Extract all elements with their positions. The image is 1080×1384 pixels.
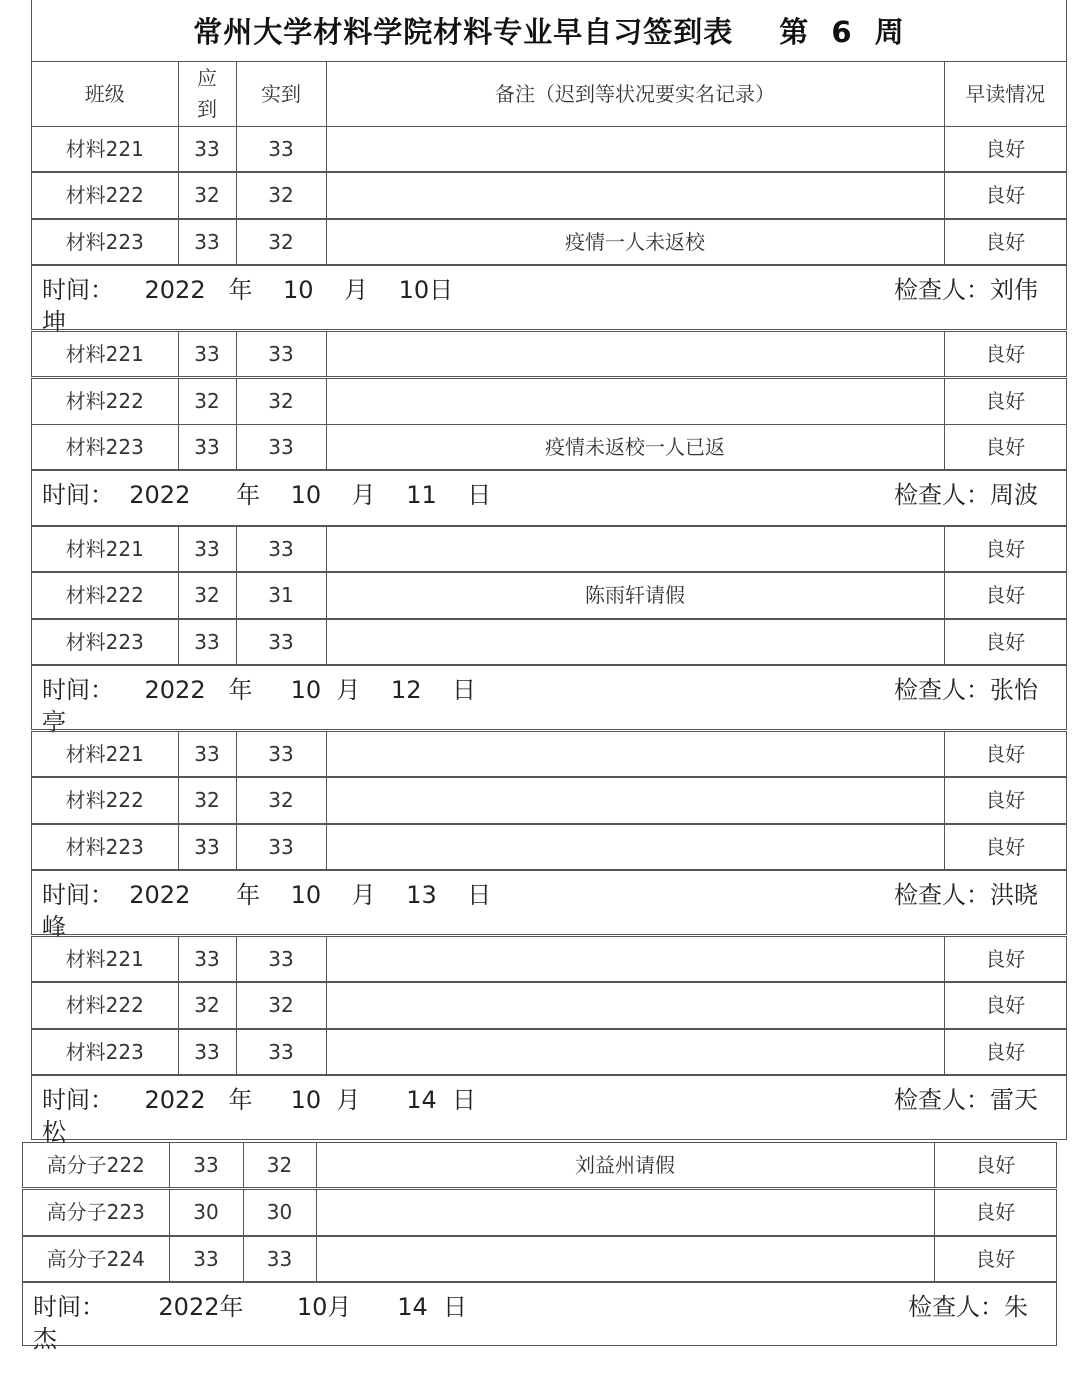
cell-reading: 良好: [985, 834, 1026, 859]
date-text: 时间： 2022 年 10 月 11 日: [42, 481, 492, 509]
cell-actual: 32: [237, 379, 327, 424]
date-text: 时间： 2022 年 10 月 12 日: [42, 676, 476, 704]
cell-class: 材料223: [32, 620, 179, 664]
cell-actual: 32: [237, 220, 327, 264]
table-row: [31, 731, 1067, 777]
cell-reading: 良好: [975, 1246, 1016, 1271]
date-checker-row: [31, 1075, 1067, 1146]
cell-actual: 33: [237, 127, 327, 171]
cell-note: [327, 379, 945, 424]
header-class: 班级: [32, 62, 179, 126]
cell-class: 材料221: [32, 527, 179, 571]
cell-class: 材料223: [32, 425, 179, 469]
cell-class: 高分子224: [23, 1237, 170, 1281]
cell-actual: 32: [244, 1143, 317, 1187]
cell-expected: 33: [179, 425, 237, 469]
cell-actual: 33: [237, 1030, 327, 1074]
cell-class: 材料222: [32, 778, 179, 823]
cell-note: [327, 332, 945, 376]
cell-expected: 32: [179, 379, 237, 424]
date-checker-row: [31, 470, 1067, 526]
header-actual: 实到: [237, 62, 327, 126]
cell-class: 材料221: [32, 332, 179, 376]
cell-reading: 良好: [985, 629, 1026, 654]
date-checker-row: [22, 1282, 1057, 1353]
table-header: [31, 61, 1067, 127]
cell-actual: 32: [237, 778, 327, 823]
table-row: [31, 1029, 1067, 1075]
cell-class: 材料221: [32, 732, 179, 776]
table-row: [31, 619, 1067, 665]
cell-note: 陈雨轩请假: [327, 573, 945, 618]
table-row: [22, 1236, 1057, 1282]
cell-note: [327, 937, 945, 981]
cell-note: [317, 1190, 935, 1235]
cell-expected: 33: [179, 825, 237, 869]
cell-expected: 33: [179, 220, 237, 264]
cell-note: 疫情一人未返校: [327, 220, 945, 264]
header-note: 备注（迟到等状况要实名记录）: [327, 62, 945, 126]
sheet-title: [31, 0, 1067, 61]
cell-reading: 良好: [985, 229, 1026, 254]
cell-actual: 33: [237, 332, 327, 376]
cell-reading: 良好: [985, 536, 1026, 561]
date-text: 时间： 2022年 10月 14 日: [33, 1293, 467, 1321]
table-row: [31, 126, 1067, 172]
cell-expected: 33: [179, 620, 237, 664]
cell-class: 材料222: [32, 983, 179, 1028]
cell-reading: 良好: [985, 434, 1026, 459]
cell-expected: 33: [179, 1030, 237, 1074]
table-row: [31, 172, 1067, 219]
cell-reading: 良好: [985, 136, 1026, 161]
checker-text-wrap: 亭: [42, 708, 66, 736]
table-row: [31, 936, 1067, 982]
cell-note: [317, 1237, 935, 1281]
table-row: [31, 424, 1067, 470]
checker-text: 检查人：刘伟: [894, 276, 1038, 304]
cell-note: [327, 1030, 945, 1074]
table-row: [31, 982, 1067, 1029]
header-reading: 早读情况: [965, 81, 1046, 106]
cell-actual: 30: [244, 1190, 317, 1235]
checker-text-wrap: 坤: [42, 308, 66, 336]
cell-reading: 良好: [985, 389, 1026, 413]
header-expected: [179, 62, 237, 126]
checker-text-wrap: 杰: [33, 1325, 57, 1353]
cell-expected: 33: [179, 732, 237, 776]
cell-actual: 33: [237, 937, 327, 981]
cell-expected: 32: [179, 573, 237, 618]
cell-class: 材料222: [32, 573, 179, 618]
cell-expected: 33: [179, 527, 237, 571]
checker-text: 检查人：张怡: [894, 676, 1038, 704]
checker-text: 检查人：朱: [908, 1293, 1028, 1321]
cell-actual: 33: [237, 825, 327, 869]
table-row: [31, 572, 1067, 619]
cell-reading: 良好: [975, 1200, 1016, 1224]
table-row: [31, 378, 1067, 425]
date-checker-row: [31, 665, 1067, 736]
cell-reading: 良好: [985, 946, 1026, 971]
cell-class: 材料222: [32, 379, 179, 424]
checker-text-wrap: 峰: [42, 913, 66, 941]
cell-note: [327, 732, 945, 776]
cell-class: 材料223: [32, 220, 179, 264]
cell-actual: 33: [244, 1237, 317, 1281]
cell-note: [327, 127, 945, 171]
date-text: 时间： 2022 年 10 月 10日: [42, 276, 454, 304]
cell-note: [327, 620, 945, 664]
cell-expected: 33: [170, 1237, 244, 1281]
table-row: [22, 1189, 1057, 1236]
checker-text: 检查人：周波: [894, 481, 1038, 509]
cell-reading: 良好: [985, 741, 1026, 766]
cell-actual: 32: [237, 983, 327, 1028]
cell-expected: 30: [170, 1190, 244, 1235]
cell-actual: 33: [237, 732, 327, 776]
cell-expected: 32: [179, 173, 237, 218]
week-label: 第 6 周: [779, 15, 905, 49]
table-row: [31, 526, 1067, 572]
table-row: [31, 219, 1067, 265]
date-text: 时间： 2022 年 10 月 13 日: [42, 881, 492, 909]
cell-actual: 32: [237, 173, 327, 218]
cell-class: 材料223: [32, 1030, 179, 1074]
date-text: 时间： 2022 年 10 月 14 日: [42, 1086, 476, 1114]
date-checker-row: [31, 870, 1067, 941]
cell-reading: 良好: [975, 1152, 1016, 1177]
cell-note: [327, 173, 945, 218]
cell-reading: 良好: [985, 788, 1026, 812]
cell-note: [327, 778, 945, 823]
cell-class: 高分子223: [23, 1190, 170, 1235]
cell-class: 高分子222: [23, 1143, 170, 1187]
cell-reading: 良好: [985, 583, 1026, 607]
cell-note: [327, 527, 945, 571]
cell-class: 材料222: [32, 173, 179, 218]
cell-expected: 33: [179, 332, 237, 376]
table-row: [31, 331, 1067, 377]
cell-reading: 良好: [985, 1039, 1026, 1064]
date-checker-row: [31, 265, 1067, 336]
cell-expected: 33: [179, 127, 237, 171]
table-row: [31, 777, 1067, 824]
cell-reading: 良好: [985, 341, 1026, 366]
cell-actual: 33: [237, 425, 327, 469]
checker-text: 检查人：雷天: [894, 1086, 1038, 1114]
cell-expected: 32: [179, 983, 237, 1028]
cell-note: [327, 825, 945, 869]
cell-actual: 31: [237, 573, 327, 618]
title-text: 常州大学材料学院材料专业早自习签到表: [193, 15, 734, 49]
cell-reading: 良好: [985, 993, 1026, 1017]
header-expected-line1: 应: [197, 66, 217, 90]
cell-note: [327, 983, 945, 1028]
table-row: [31, 824, 1067, 870]
cell-note: 疫情未返校一人已返: [327, 425, 945, 469]
cell-expected: 33: [170, 1143, 244, 1187]
cell-class: 材料221: [32, 937, 179, 981]
cell-reading: 良好: [985, 183, 1026, 207]
header-expected-line2: 到: [197, 97, 217, 121]
cell-expected: 32: [179, 778, 237, 823]
checker-text: 检查人：洪晓: [894, 881, 1038, 909]
cell-actual: 33: [237, 527, 327, 571]
cell-actual: 33: [237, 620, 327, 664]
table-row: [22, 1142, 1057, 1188]
checker-text-wrap: 松: [42, 1118, 66, 1146]
cell-expected: 33: [179, 937, 237, 981]
cell-class: 材料223: [32, 825, 179, 869]
cell-class: 材料221: [32, 127, 179, 171]
cell-note: 刘益州请假: [317, 1143, 935, 1187]
